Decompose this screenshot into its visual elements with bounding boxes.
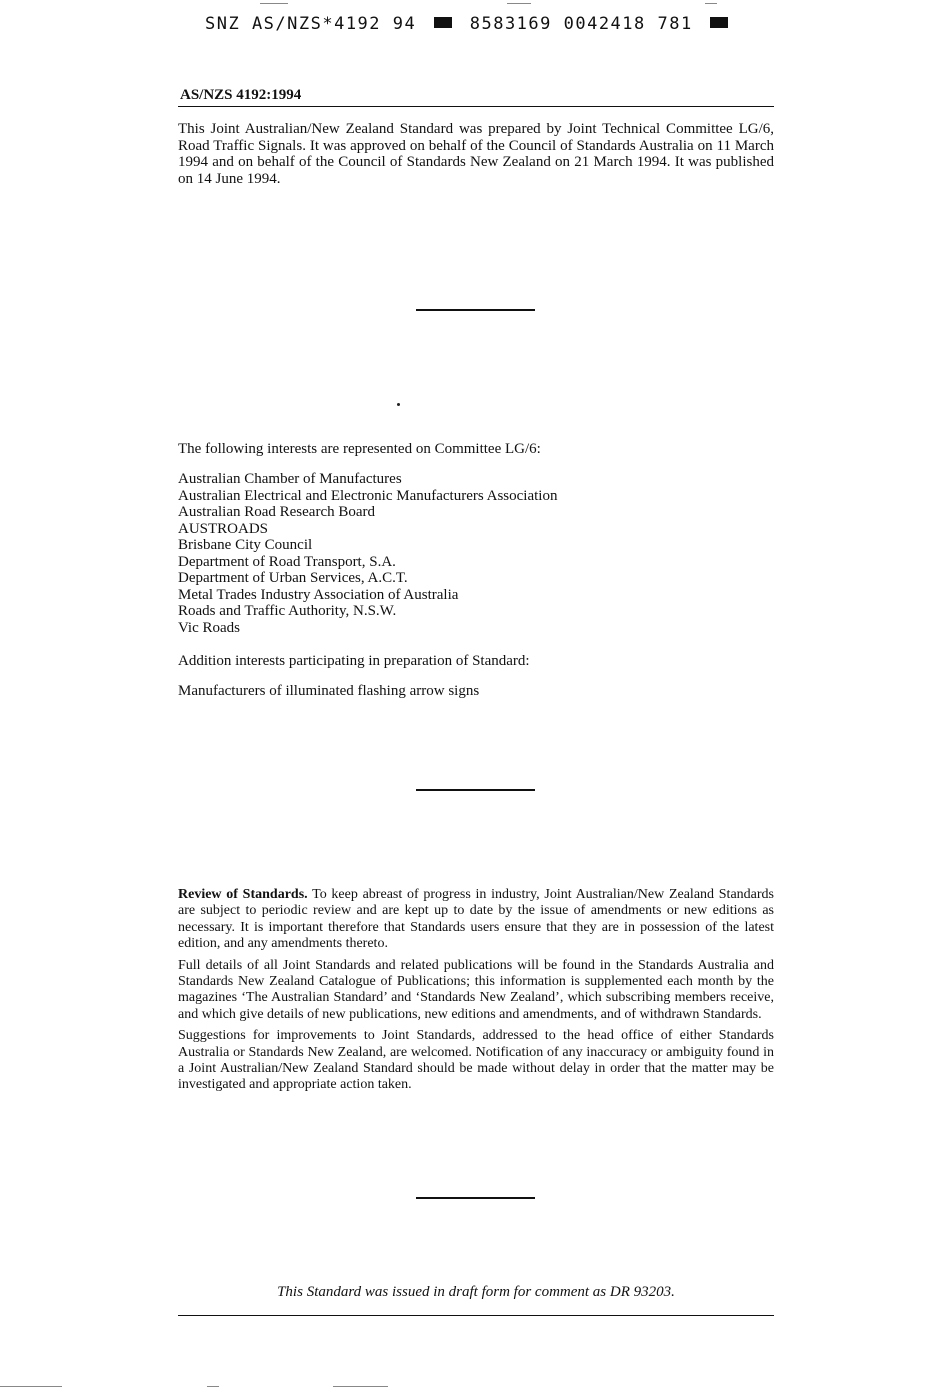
- scan-artifact: [507, 3, 531, 4]
- review-section: [178, 887, 774, 1099]
- black-marker: [710, 17, 728, 28]
- black-marker: [434, 17, 452, 28]
- catalogue-code-left: SNZ AS/NZS*4192 94: [205, 14, 417, 34]
- review-paragraph-3: Suggestions for improvements to Joint Standards, addressed to the head office of either Standards Australia or Standards New Zealand, are welcomed. Notification of any inaccuracy or ambiguity found in a Joint Australian/New Zealand Standard should be made without delay in order that the matter may be investigated and appropriate action taken.: [178, 1028, 774, 1093]
- list-item: Australian Electrical and Electronic Manufacturers Association: [178, 487, 558, 504]
- intro-paragraph: This Joint Australian/New Zealand Standard was prepared by Joint Technical Committee LG/6, Road Traffic Signals. It was approved on behalf of the Council of Standards Australia on 11 March 1994 and on behalf of the Council of Standards New Zealand on 21 March 1994. It was published on 14 June 1994.: [178, 121, 774, 187]
- scan-artifact: [0, 1386, 62, 1387]
- scan-artifact: [260, 3, 288, 4]
- list-item: Vic Roads: [178, 619, 241, 636]
- addition-item: Manufacturers of illuminated flashing arrow signs: [178, 683, 480, 699]
- list-item: AUSTROADS: [178, 520, 269, 537]
- list-item: Brisbane City Council: [178, 537, 313, 553]
- section-divider: [416, 309, 535, 311]
- document-id: AS/NZS 4192:1994: [180, 87, 302, 103]
- header-rule: [178, 106, 774, 107]
- addition-intro: Addition interests participating in preparation of Standard:: [178, 653, 530, 669]
- footer-rule: [178, 1315, 774, 1316]
- catalogue-code-line: [205, 14, 765, 38]
- section-divider: [416, 1197, 535, 1199]
- catalogue-code-mid: 8583169 0042418 781: [469, 14, 693, 34]
- list-item: Metal Trades Industry Association of Australia: [178, 586, 459, 603]
- review-paragraph-1: [178, 887, 774, 953]
- review-heading: Review of Standards.: [178, 887, 308, 902]
- interests-list: [178, 471, 557, 636]
- review-text: To keep abreast of progress in industry, Joint Australian/New Zealand Standards are subject to periodic review and are kept up to date by the issue of amendments or new editions as necessary. It is important therefore that Standards users ensure that they are in possession of the latest edition, and any amendments thereto.: [178, 887, 774, 952]
- list-item: Roads and Traffic Authority, N.S.W.: [178, 603, 397, 619]
- stray-dot: [397, 403, 400, 406]
- section-divider: [416, 789, 535, 791]
- scan-artifact: [705, 3, 717, 4]
- list-item: Department of Road Transport, S.A.: [178, 553, 396, 570]
- committee-intro: The following interests are represented on Committee LG/6:: [178, 441, 541, 457]
- draft-note: This Standard was issued in draft form for comment as DR 93203.: [277, 1284, 675, 1300]
- list-item: Department of Urban Services, A.C.T.: [178, 570, 408, 586]
- list-item: Australian Road Research Board: [178, 504, 376, 520]
- list-item: Australian Chamber of Manufactures: [178, 471, 402, 487]
- review-paragraph-2: Full details of all Joint Standards and related publications will be found in the Standards Australia and Standards New Zealand Catalogue of Publications; this information is supplemented each month by the magazines ‘The Australian Standard’ and ‘Standards New Zealand’, which subscribing members receive, and which give details of new publications, new editions and amendments, and of withdrawn Standards.: [178, 957, 774, 1022]
- scan-artifact: [333, 1386, 388, 1387]
- scan-artifact: [207, 1386, 219, 1387]
